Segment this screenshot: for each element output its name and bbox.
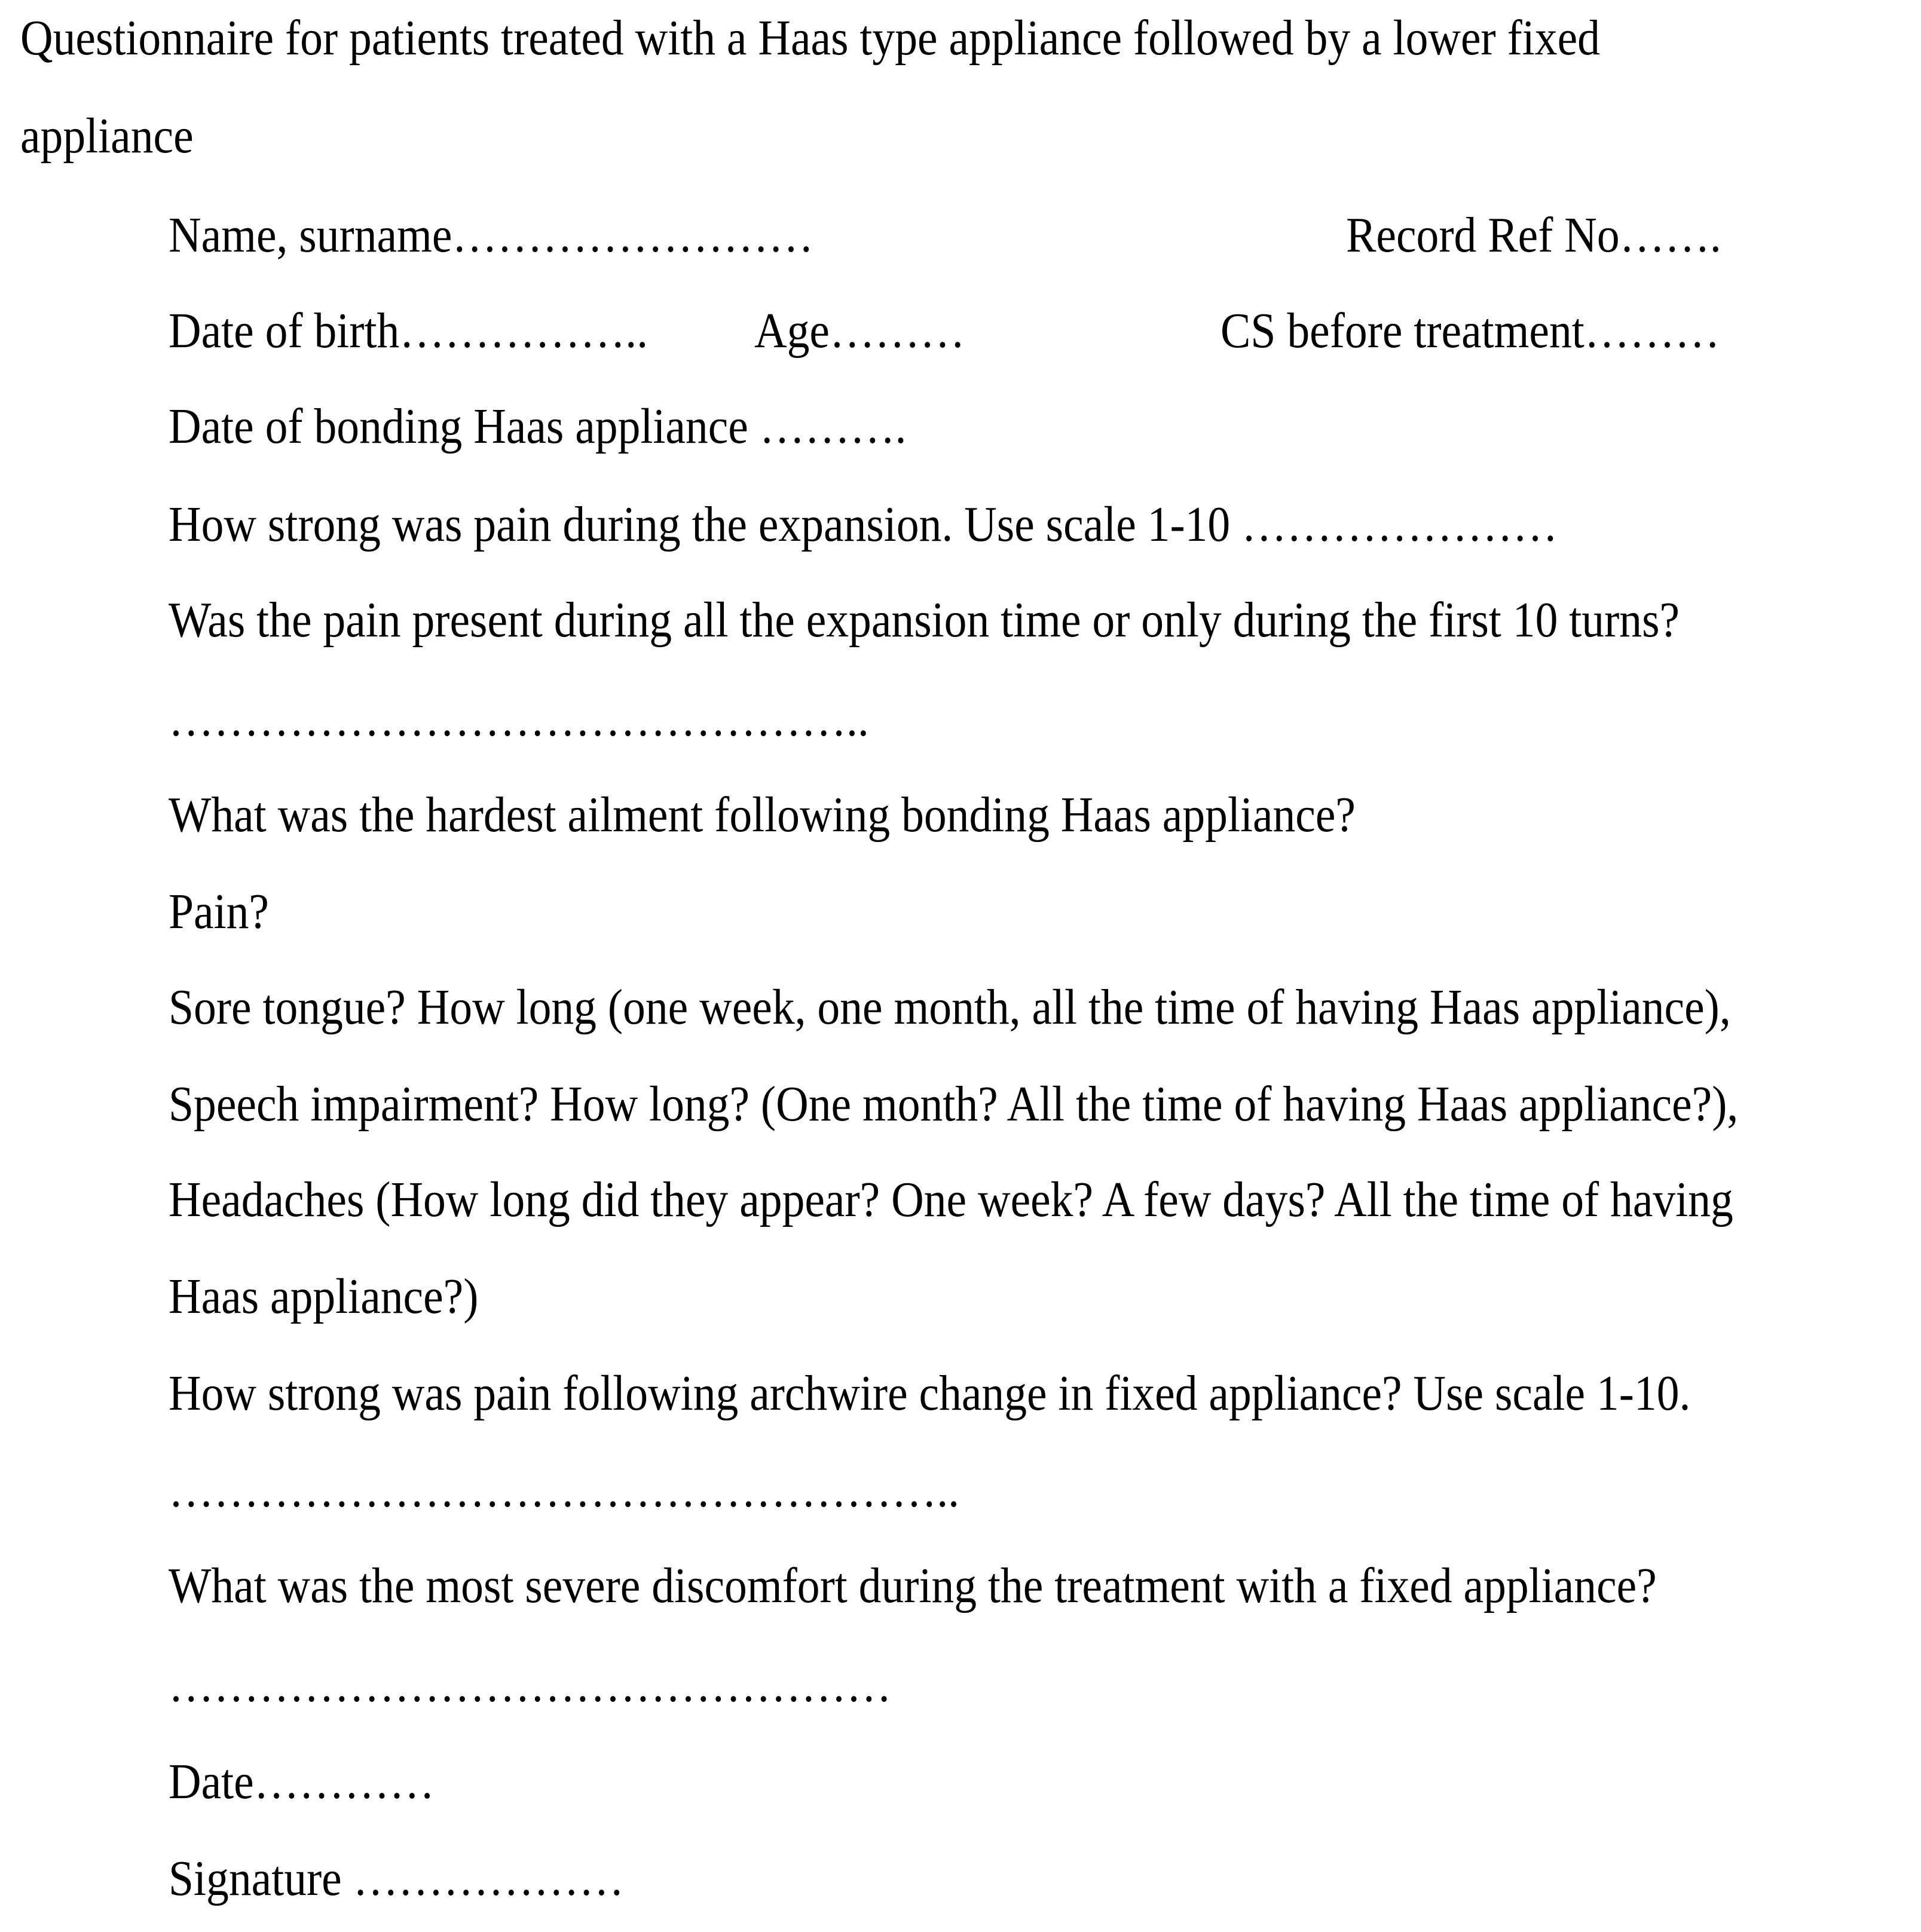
hardest-ailment-question: What was the hardest ailment following bonding Haas appliance? bbox=[169, 787, 1356, 843]
ailment-pain-option: Pain? bbox=[169, 884, 269, 939]
pain-duration-question: Was the pain present during all the expansion time or only during the first 10 turns? bbox=[169, 592, 1680, 648]
signature-field[interactable]: Signature ……………… bbox=[169, 1851, 625, 1906]
form-title-line-1: Questionnaire for patients treated with a Haas type appliance followed by a lower fixed bbox=[20, 10, 1600, 66]
record-ref-field[interactable]: Record Ref No……. bbox=[1346, 207, 1721, 263]
date-field[interactable]: Date………… bbox=[169, 1754, 435, 1809]
fixed-appliance-discomfort-question: What was the most severe discomfort during the treatment with a fixed appliance? bbox=[169, 1558, 1657, 1613]
ailment-headaches-option-line-1: Headaches (How long did they appear? One week? A few days? All the time of having bbox=[169, 1172, 1733, 1227]
fixed-appliance-discomfort-answer-line[interactable]: ………………………………………… bbox=[169, 1657, 892, 1713]
pain-expansion-question[interactable]: How strong was pain during the expansion. Use scale 1-10 ………………… bbox=[169, 497, 1558, 552]
cs-before-treatment-field[interactable]: CS before treatment……… bbox=[1220, 303, 1720, 359]
bonding-date-field[interactable]: Date of bonding Haas appliance ………. bbox=[169, 399, 907, 454]
archwire-pain-answer-line[interactable]: …………………………………………….. bbox=[169, 1462, 959, 1518]
age-field[interactable]: Age……… bbox=[754, 303, 965, 359]
date-of-birth-field[interactable]: Date of birth…………….. bbox=[169, 303, 649, 359]
ailment-sore-tongue-option: Sore tongue? How long (one week, one month, all the time of having Haas appliance), bbox=[169, 979, 1731, 1035]
pain-duration-answer-line[interactable]: ……………………………………….. bbox=[169, 691, 869, 747]
ailment-speech-option: Speech impairment? How long? (One month? All the time of having Haas appliance?), bbox=[169, 1076, 1739, 1132]
archwire-pain-question: How strong was pain following archwire change in fixed appliance? Use scale 1-10. bbox=[169, 1365, 1691, 1421]
ailment-headaches-option-line-2: Haas appliance?) bbox=[169, 1269, 479, 1324]
form-title-line-2: appliance bbox=[20, 108, 194, 164]
name-surname-field[interactable]: Name, surname…………………… bbox=[169, 207, 814, 263]
